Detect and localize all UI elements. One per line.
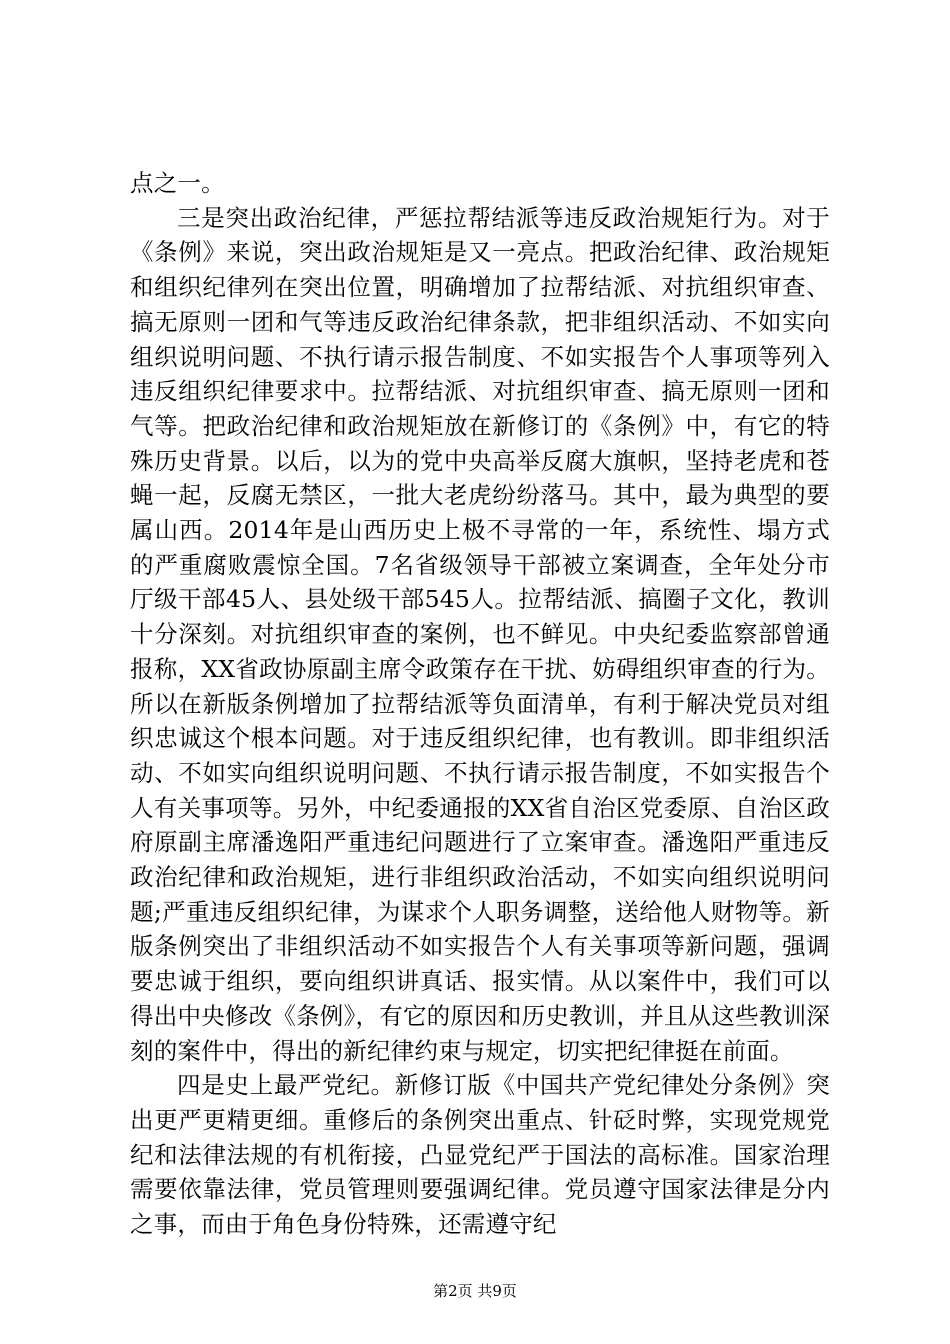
document-body [130, 166, 830, 1242]
paragraph-2: 三是突出政治纪律，严惩拉帮结派等违反政治规矩行为。对于《条例》来说，突出政治规矩是又一亮点。把政治纪律、政治规矩和组织纪律列在突出位置，明确增加了拉帮结派、对抗组织审查、搞无原则一团和气等违反政治纪律条款，把非组织活动、不如实向组织说明问题、不执行请示报告制度、不如实报告个人事项等列入违反组织纪律要求中。拉帮结派、对抗组织审查、搞无原则一团和气等。把政治纪律和政治规矩放在新修订的《条例》中，有它的特殊历史背景。以后，以为的党中央高举反腐大旗帜，坚持老虎和苍蝇一起，反腐无禁区，一批大老虎纷纷落马。其中，最为典型的要属山西。2014年是山西历史上极不寻常的一年，系统性、塌方式的严重腐败震惊全国。7名省级领导干部被立案调查，全年处分市厅级干部45人、县处级干部545人。拉帮结派、搞圈子文化，教训十分深刻。对抗组织审查的案例，也不鲜见。中央纪委监察部曾通报称，XX省政协原副主席令政策存在干扰、妨碍组织审查的行为。所以在新版条例增加了拉帮结派等负面清单，有利于解决党员对组织忠诚这个根本问题。对于违反组织纪律，也有教训。即非组织活动、不如实向组织说明问题、不执行请示报告制度，不如实报告个人有关事项等。另外，中纪委通报的XX省自治区党委原、自治区政府原副主席潘逸阳严重违纪问题进行了立案审查。潘逸阳严重违反政治纪律和政治规矩，进行非组织政治活动，不如实向组织说明问题;严重违反组织纪律，为谋求个人职务调整，送给他人财物等。新版条例突出了非组织活动不如实报告个人有关事项等新问题，强调要忠诚于组织，要向组织讲真话、报实情。从以案件中，我们可以得出中央修改《条例》，有它的原因和历史教训，并且从这些教训深刻的案件中，得出的新纪律约束与规定，切实把纪律挺在前面。 [130, 203, 830, 1065]
paragraph-1: 点之一。 [130, 169, 225, 197]
paragraph-3: 四是史上最严党纪。新修订版《中国共产党纪律处分条例》突出更严更精更细。重修后的条例突出重点、针砭时弊，实现党规党纪和法律法规的有机衔接，凸显党纪严于国法的高标准。国家治理需要依靠法律，党员管理则要强调纪律。党员遵守国家法律是分内之事，而由于角色身份特殊，还需遵守纪 [130, 1071, 830, 1239]
page-footer: 第2页 共9页 [433, 1282, 517, 1300]
